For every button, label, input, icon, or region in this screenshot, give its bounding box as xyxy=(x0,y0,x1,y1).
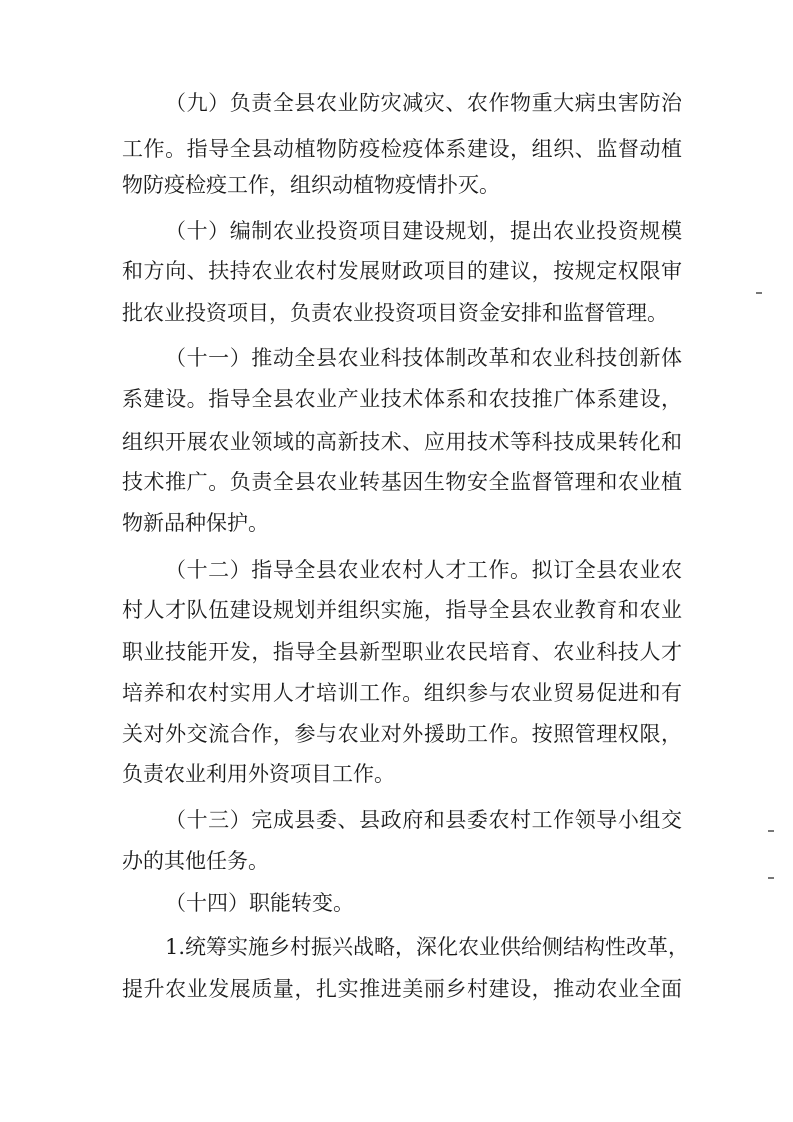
scan-mark xyxy=(768,877,774,879)
para-10-line-3: 批农业投资项目，负责农业投资项目资金安排和监督管理。 xyxy=(122,301,668,325)
para-11-line-4: 技术推广。负责全县农业转基因生物安全监督管理和农业植 xyxy=(122,470,682,494)
para-12-line-1: （十二）指导全县农业农村人才工作。拟订全县农业农 xyxy=(165,558,682,582)
para-13-line-1: （十三）完成县委、县政府和县委农村工作领导小组交 xyxy=(165,808,682,832)
para-11-line-1: （十一）推动全县农业科技体制改革和农业科技创新体 xyxy=(165,346,682,370)
para-12-line-4: 培养和农村实用人才培训工作。组织参与农业贸易促进和有 xyxy=(122,681,682,705)
para-10-line-1: （十）编制农业投资项目建设规划，提出农业投资规模 xyxy=(165,219,682,243)
para-12-line-5: 关对外交流合作，参与农业对外援助工作。按照管理权限， xyxy=(122,722,682,746)
para-12-line-3: 职业技能开发，指导全县新型职业农民培育、农业科技人才 xyxy=(122,640,682,664)
para-9-line-1: （九）负责全县农业防灾减灾、农作物重大病虫害防治 xyxy=(165,91,682,115)
para-11-line-3: 组织开展农业领域的高新技术、应用技术等科技成果转化和 xyxy=(122,430,682,454)
para-12-line-6: 负责农业利用外资项目工作。 xyxy=(122,762,395,786)
para-14-1-line-2: 提升农业发展质量，扎实推进美丽乡村建设，推动农业全面 xyxy=(122,977,682,1001)
para-11-line-5: 物新品种保护。 xyxy=(122,511,269,535)
para-14-1-line-1: 1.统筹实施乡村振兴战略，深化农业供给侧结构性改革， xyxy=(165,935,690,959)
scan-mark xyxy=(768,830,774,832)
para-12-line-2: 村人才队伍建设规划并组织实施，指导全县农业教育和农业 xyxy=(122,598,682,622)
para-9-line-3: 物防疫检疫工作，组织动植物疫情扑灭。 xyxy=(122,173,500,197)
para-13-line-2: 办的其他任务。 xyxy=(122,849,269,873)
para-11-line-2: 系建设。指导全县农业产业技术体系和农技推广体系建设， xyxy=(122,387,682,411)
para-9-line-2: 工作。指导全县动植物防疫检疫体系建设，组织、监督动植 xyxy=(122,137,682,161)
para-14-line-1: （十四）职能转变。 xyxy=(165,891,354,915)
scan-mark xyxy=(756,292,762,294)
para-10-line-2: 和方向、扶持农业农村发展财政项目的建议，按规定权限审 xyxy=(122,259,682,283)
